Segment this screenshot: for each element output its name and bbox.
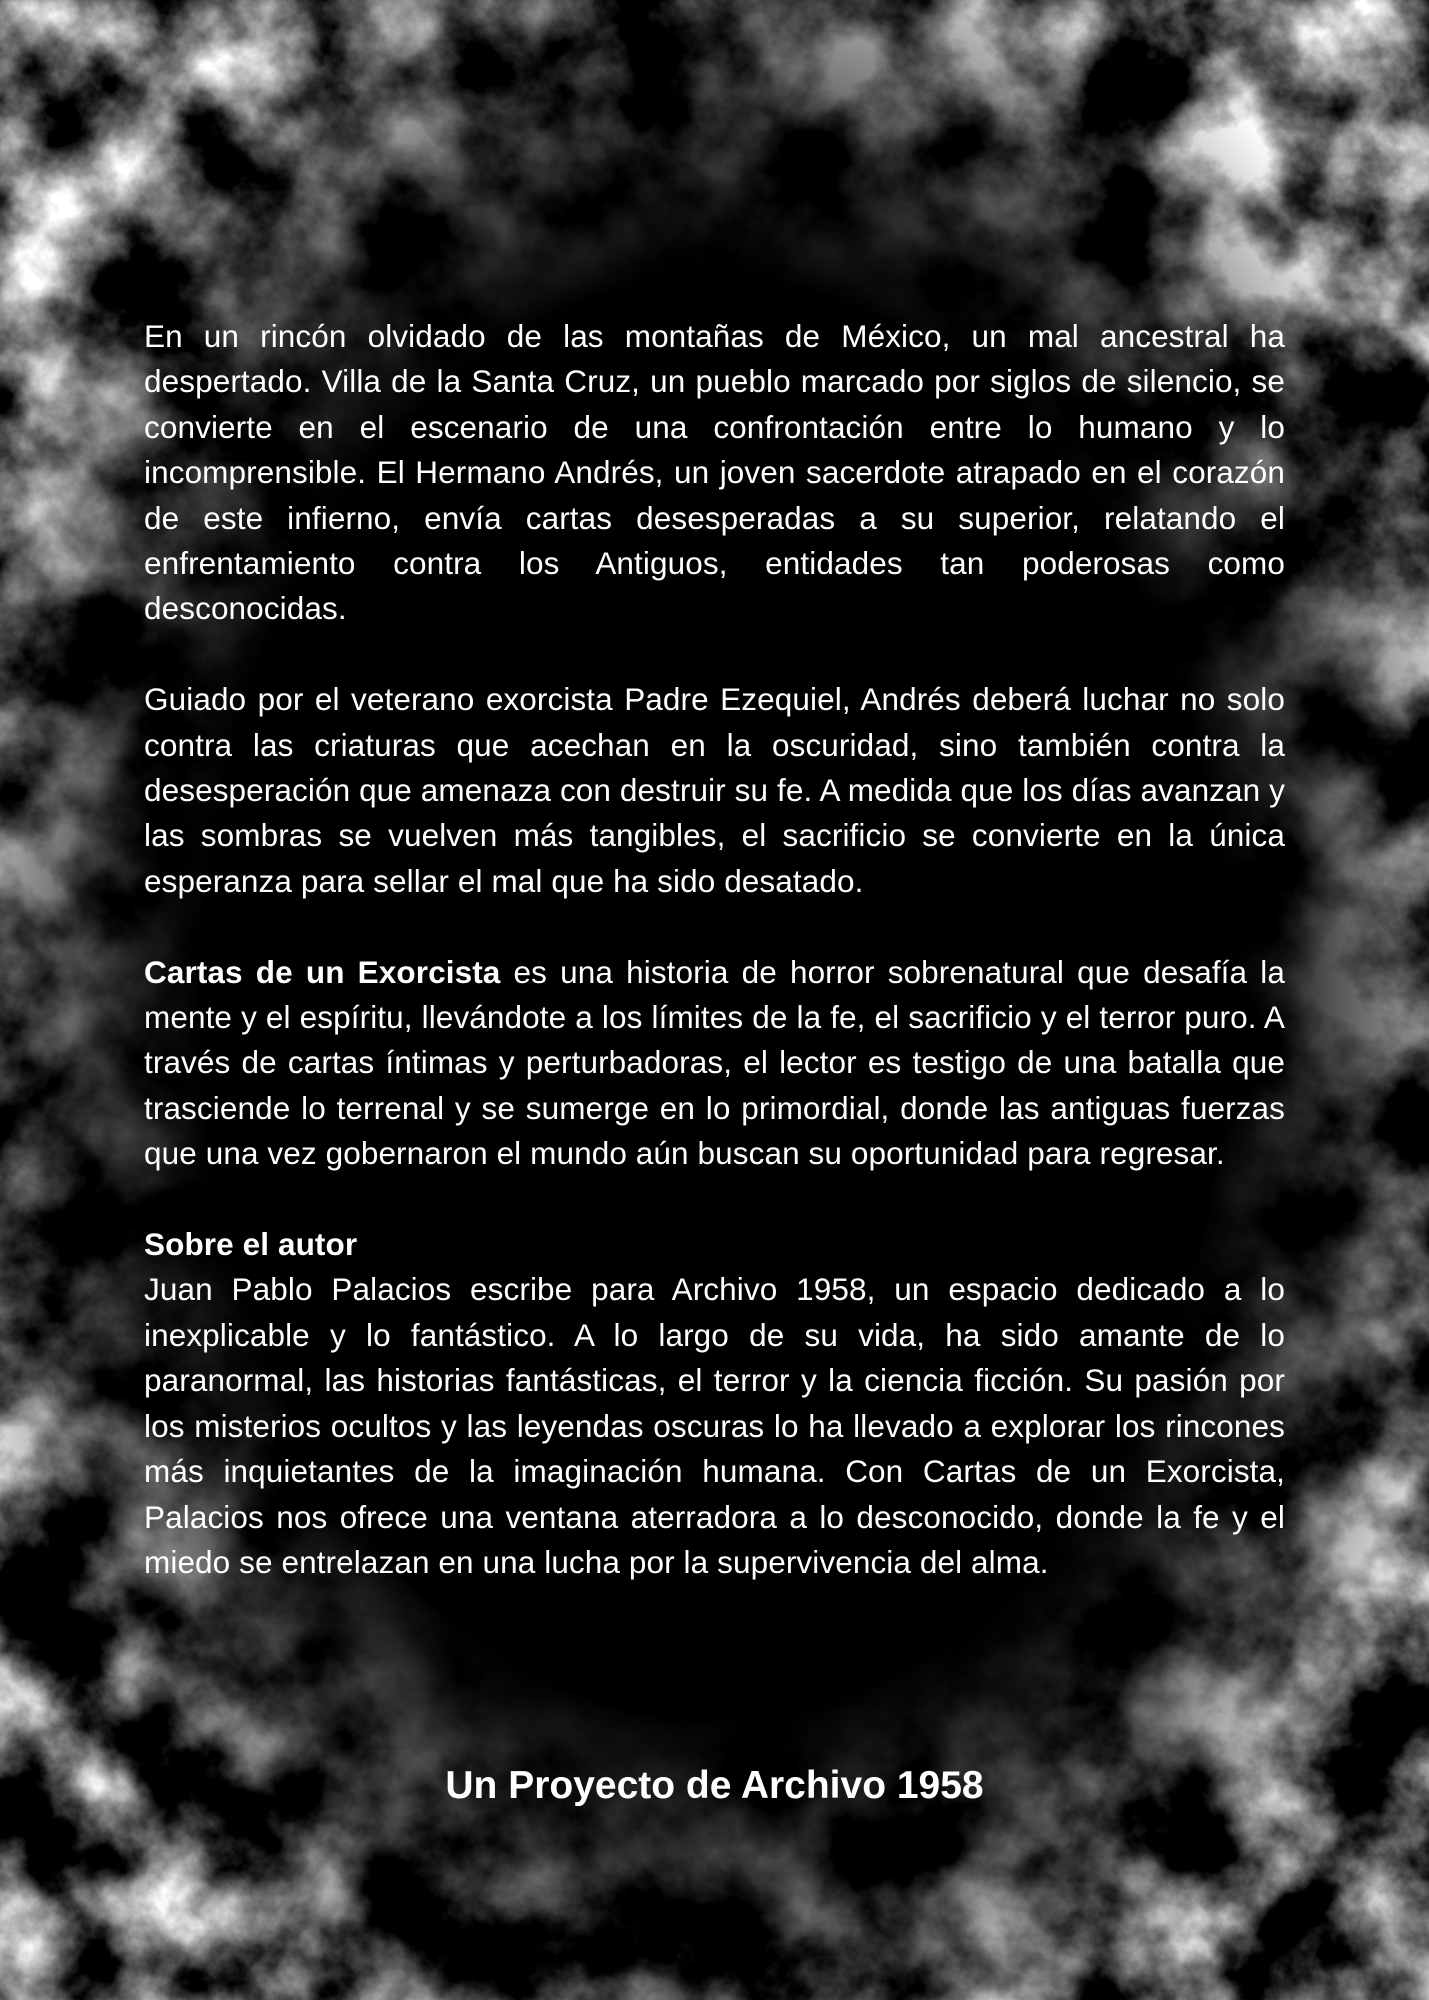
author-section xyxy=(144,1222,1285,1585)
project-credit: Un Proyecto de Archivo 1958 xyxy=(445,1764,984,1807)
synopsis-paragraph-3-text: es una historia de horror sobrenatural que desafía la mente y el espíritu, llevándote a los límites de la fe, el sacrificio y el terror puro. A través de cartas íntimas y perturbadoras, el lector es testigo de una batalla que trasciende lo terrenal y se sumerge en lo primordial, donde las antiguas fuerzas que una vez gobernaron el mundo aún buscan su oportunidad para regresar. xyxy=(144,953,1285,1172)
synopsis-paragraph-3 xyxy=(144,950,1285,1177)
author-bio: Juan Pablo Palacios escribe para Archivo 1958, un espacio dedicado a lo inexplicable y lo fantástico. A lo largo de su vida, ha sido amante de lo paranormal, las historias fantásticas, el terror y la ciencia ficción. Su pasión por los misterios ocultos y las leyendas oscuras lo ha llevado a explorar los rincones más inquietantes de la imaginación humana. Con Cartas de un Exorcista, Palacios nos ofrece una ventana aterradora a lo desconocido, donde la fe y el miedo se entrelazan en una lucha por la supervivencia del alma. xyxy=(144,1271,1285,1580)
synopsis-paragraph-2: Guiado por el veterano exorcista Padre Ezequiel, Andrés deberá luchar no solo contra las criaturas que acechan en la oscuridad, sino también contra la desesperación que amenaza con destruir su fe. A medida que los días avanzan y las sombras se vuelven más tangibles, el sacrificio se convierte en la única esperanza para sellar el mal que ha sido desatado. xyxy=(144,681,1285,899)
synopsis-paragraph-1: En un rincón olvidado de las montañas de México, un mal ancestral ha despertado. Villa de la Santa Cruz, un pueblo marcado por siglos de silencio, se convierte en el escenario de una confrontación entre lo humano y lo incomprensible. El Hermano Andrés, un joven sacerdote atrapado en el corazón de este infierno, envía cartas desesperadas a su superior, relatando el enfrentamiento contra los Antiguos, entidades tan poderosas como desconocidas. xyxy=(144,318,1285,627)
back-cover-text xyxy=(144,314,1285,1585)
book-title: Cartas de un Exorcista xyxy=(144,953,501,990)
author-heading: Sobre el autor xyxy=(144,1226,358,1263)
